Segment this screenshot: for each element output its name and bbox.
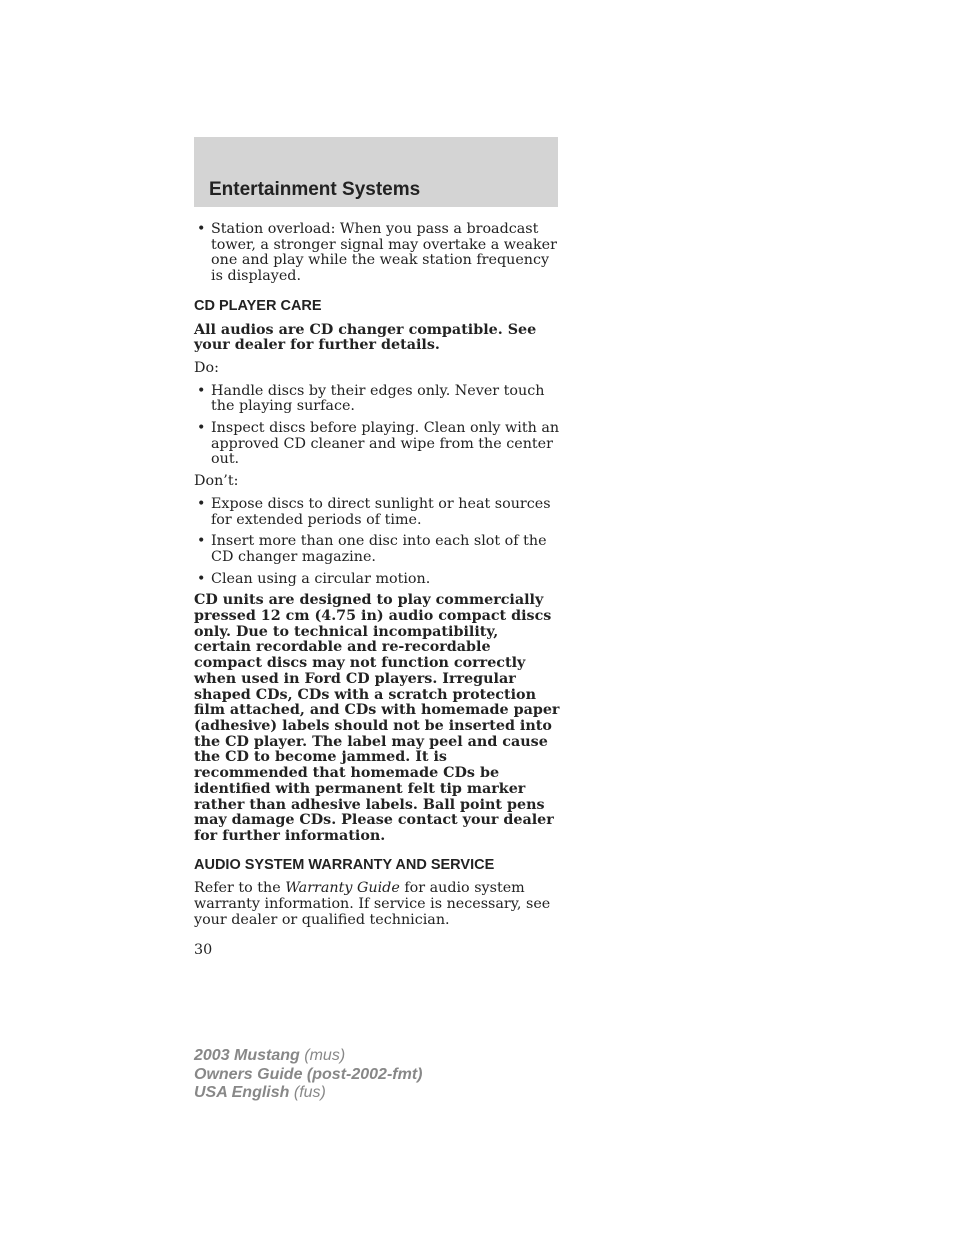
do-label: Do:	[194, 359, 219, 376]
list-item: • Station overload: When you pass a broadcast tower, a stronger signal may overtake a weaker one and play while the weak station frequency is displayed.	[194, 222, 560, 285]
list-item: • Insert more than one disc into each slot of the CD changer magazine.	[194, 534, 560, 565]
footer-line-model	[194, 1047, 422, 1066]
section-header-band	[194, 137, 558, 207]
footer-model: 2003 Mustang	[194, 1047, 300, 1064]
footer-model-code: (mus)	[299, 1047, 346, 1064]
warranty-text-after: for audio system warranty information. If service is necessary, see your dealer or qualified technician.	[194, 880, 551, 928]
cd-changer-compat-note: All audios are CD changer compatible. See your dealer for further details.	[194, 321, 537, 354]
page-content	[194, 221, 560, 959]
cd-player-care-heading: CD PLAYER CARE	[194, 297, 322, 314]
dont-label: Don’t:	[194, 473, 239, 490]
warranty-heading: AUDIO SYSTEM WARRANTY AND SERVICE	[194, 856, 495, 873]
footer-line-guide	[194, 1066, 422, 1085]
list-item: • Inspect discs before playing. Clean only with an approved CD cleaner and wipe from the center out.	[194, 421, 560, 468]
warranty-guide-title: Warranty Guide	[285, 880, 400, 897]
list-item: • Handle discs by their edges only. Never touch the playing surface.	[194, 384, 560, 415]
intro-bullet-list	[194, 222, 560, 285]
section-title: Entertainment Systems	[209, 179, 421, 200]
document-footer	[194, 1047, 422, 1103]
page-number: 30	[194, 942, 213, 959]
list-item: • Expose discs to direct sunlight or heat sources for extended periods of time.	[194, 497, 560, 528]
footer-guide: Owners Guide (post-2002-fmt)	[194, 1065, 423, 1083]
list-item: • Clean using a circular motion.	[194, 572, 560, 588]
footer-language: USA English	[194, 1084, 290, 1101]
dont-list	[194, 497, 560, 588]
do-list	[194, 384, 560, 469]
footer-line-language	[194, 1084, 422, 1103]
warranty-text-before: Refer to the	[194, 880, 286, 897]
cd-compatibility-warning: CD units are designed to play commercially pressed 12 cm (4.75 in) audio compact discs only. Due to technical incompatibility, certain recordable and re-recordable compact discs may not function correctly when used in Ford CD players. Irregular shaped CDs, CDs with a scratch protection film attached, and CDs with homemade paper (adhesive) labels should not be inserted into the CD player. The label may peel and cause the CD to become jammed. It is recommended that homemade CDs be identified with permanent felt tip marker rather than adhesive labels. Ball point pens may damage CDs. Please contact your dealer for further information.	[194, 592, 560, 844]
warranty-paragraph	[194, 881, 560, 928]
footer-language-code: (fus)	[289, 1084, 326, 1101]
